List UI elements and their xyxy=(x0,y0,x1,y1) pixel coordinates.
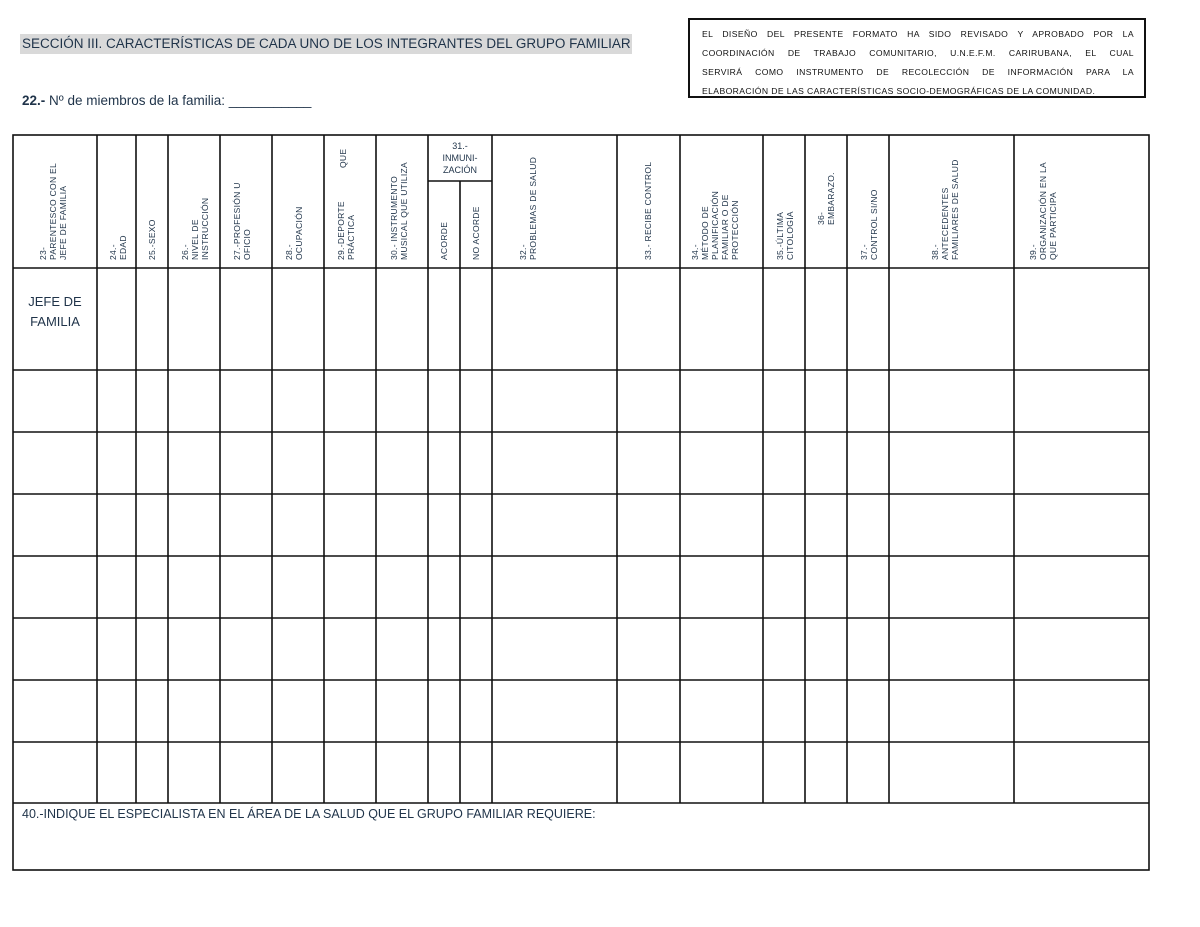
header-line: INMUNI- xyxy=(442,153,478,163)
header-line: EDAD xyxy=(118,235,128,260)
label-line: FAMILIA xyxy=(30,314,80,329)
header-line: 34.- xyxy=(690,244,700,260)
header-problemas-salud xyxy=(518,150,538,260)
header-line: 28.- xyxy=(284,244,294,260)
approval-line-2: COORDINACIÓN DE TRABAJO COMUNITARIO, U.N.E.F.M. CARIRUBANA, EL CUAL xyxy=(702,48,1134,58)
header-line: EMBARAZO. xyxy=(826,172,836,225)
specialist-question: 40.-INDIQUE EL ESPECIALISTA EN EL ÁREA DE LA SALUD QUE EL GRUPO FAMILIAR REQUIERE: xyxy=(22,807,596,821)
label-line: JEFE DE xyxy=(28,294,82,309)
header-line: NO ACORDE xyxy=(471,206,481,260)
header-line: 39.- xyxy=(1028,244,1038,260)
header-line: 25.-SEXO xyxy=(147,219,157,260)
header-no-acorde xyxy=(471,200,481,260)
header-line: MUSICAL QUE UTILIZA xyxy=(399,162,409,260)
header-organizacion xyxy=(1028,150,1058,260)
header-line: 29.-DEPORTE xyxy=(336,201,346,260)
header-line: 32.- xyxy=(518,244,528,260)
header-line: QUE xyxy=(338,148,348,168)
approval-line-1: EL DISEÑO DEL PRESENTE FORMATO HA SIDO REVISADO Y APROBADO POR LA xyxy=(702,29,1134,39)
header-line: FAMILIAR O DE xyxy=(720,194,730,260)
approval-line-4: ELABORACIÓN DE LAS CARACTERÍSTICAS SOCIO-DEMOGRÁFICAS DE LA COMUNIDAD. xyxy=(702,86,1096,96)
header-acorde xyxy=(439,218,449,260)
header-line: 23- xyxy=(38,246,48,260)
header-line: 26.- xyxy=(180,244,190,260)
header-line: PARENTESCO CON EL xyxy=(48,162,58,260)
header-line: 27.-PROFESIÓN U xyxy=(232,182,242,260)
header-line: 31.- xyxy=(452,141,468,151)
header-line: QUE PARTICIPA xyxy=(1048,191,1058,260)
question-number: 22.- xyxy=(22,93,46,108)
header-line: JEFE DE FAMILIA xyxy=(58,185,68,260)
header-control-si-no xyxy=(859,180,879,260)
header-line: OCUPACIÓN xyxy=(294,206,304,260)
specialist-answer-field[interactable] xyxy=(14,825,1148,869)
header-line: ANTECEDENTES xyxy=(940,187,950,260)
header-line: 35.-ÚLTIMA xyxy=(775,211,785,260)
header-line: 36- xyxy=(816,211,826,225)
header-line: CONTROL SI/NO xyxy=(869,189,879,260)
header-line: 30.- INSTRUMENTO xyxy=(389,176,399,260)
header-sexo xyxy=(147,214,157,260)
header-line: 24.- xyxy=(108,244,118,260)
header-line: OFICIO xyxy=(242,228,252,260)
header-ocupacion xyxy=(284,198,304,260)
header-line: ZACIÓN xyxy=(442,165,477,175)
header-profesion xyxy=(232,180,252,260)
header-line: ORGANIZACIÓN EN LA xyxy=(1038,162,1048,260)
header-parentesco xyxy=(38,150,68,260)
header-line: FAMILIARES DE SALUD xyxy=(950,159,960,260)
question-text: Nº de miembros de la familia: ___________ xyxy=(49,93,312,108)
header-line: ACORDE xyxy=(439,221,449,260)
header-line: INSTRUCCIÓN xyxy=(200,197,210,260)
section-title: SECCIÓN III. CARACTERÍSTICAS DE CADA UNO DE LOS INTEGRANTES DEL GRUPO FAMILIAR xyxy=(20,34,632,54)
header-line: PRÁCTICA xyxy=(346,214,356,260)
header-nivel-instruccion xyxy=(180,195,210,260)
header-recibe-control xyxy=(643,150,653,260)
first-row-label xyxy=(14,292,96,332)
header-instrumento-musical xyxy=(389,150,409,260)
header-line: NIVEL DE xyxy=(190,219,200,260)
header-embarazo xyxy=(816,172,836,225)
header-metodo-planificacion xyxy=(690,180,740,260)
header-inmunizacion xyxy=(428,140,492,176)
header-deporte xyxy=(336,192,356,260)
header-line: PROBLEMAS DE SALUD xyxy=(528,156,538,260)
header-edad xyxy=(108,228,128,260)
header-deporte-que xyxy=(338,144,348,168)
header-line: PLANIFICACIÓN xyxy=(710,190,720,260)
header-line: 38.- xyxy=(930,244,940,260)
header-line: MÉTODO DE xyxy=(700,205,710,260)
header-line: 37.- xyxy=(859,244,869,260)
header-line: 33.- RECIBE CONTROL xyxy=(643,161,653,260)
approval-line-3: SERVIRÁ COMO INSTRUMENTO DE RECOLECCIÓN DE INFORMACIÓN PARA LA xyxy=(702,67,1134,77)
header-line: PROTECCIÓN xyxy=(730,200,740,260)
header-antecedentes xyxy=(930,150,960,260)
header-line: CITOLOGÍA xyxy=(785,211,795,260)
header-ultima-citologia xyxy=(775,200,795,260)
